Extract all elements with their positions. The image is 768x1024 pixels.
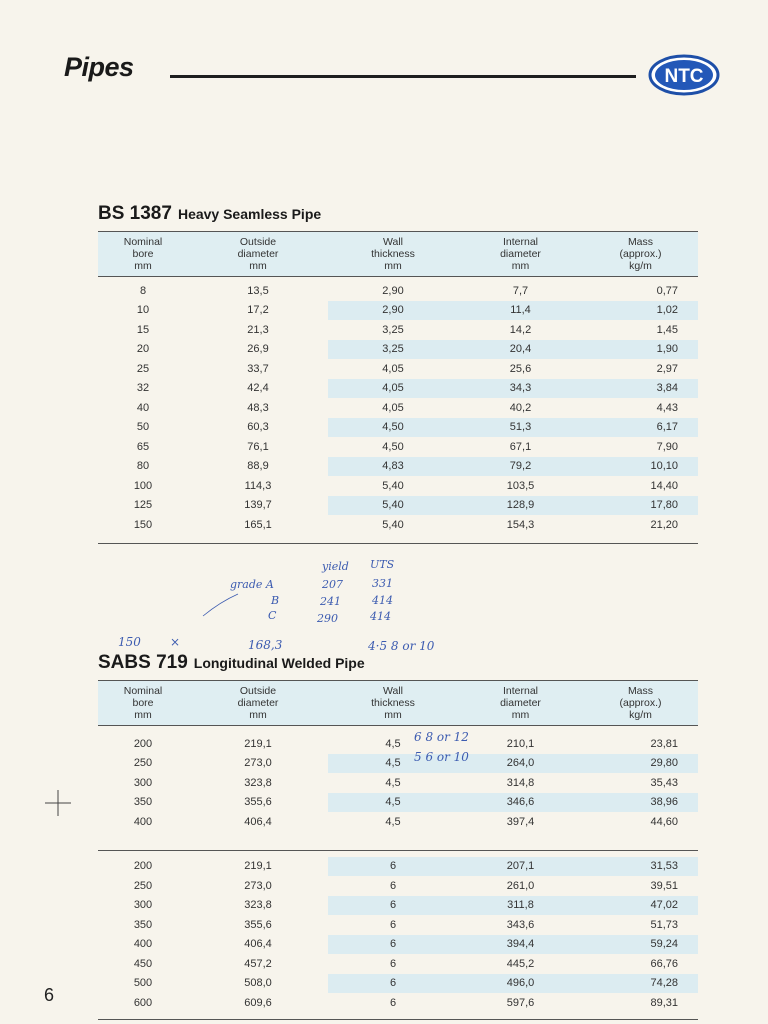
note-c: C: [268, 609, 277, 622]
cell-wall-thickness: 6: [328, 974, 458, 994]
table1-header: [98, 232, 698, 277]
table-row: [98, 320, 698, 340]
cell-outside-diameter: 323,8: [244, 776, 272, 789]
logo-text: NTC: [664, 66, 704, 87]
cell-mass: 47,02: [583, 896, 698, 916]
cell-internal-diameter: 343,6: [506, 918, 535, 931]
cell-wall-thickness: 6: [328, 935, 458, 955]
cell-outside-diameter: 48,3: [247, 401, 269, 414]
col-nominal-bore: Nominal bore mm: [123, 685, 163, 721]
cell-mass: 4,43: [656, 401, 678, 414]
table-row: [98, 876, 698, 896]
cell-outside-diameter: 406,4: [244, 938, 272, 951]
cell-outside-diameter: 13,5: [247, 284, 269, 297]
cell-wall-thickness: 3,25: [382, 323, 404, 336]
table-row: [98, 398, 698, 418]
table-row: [98, 857, 698, 877]
page-title: Pipes: [64, 52, 134, 82]
cell-internal-diameter: 11,4: [458, 301, 583, 321]
cell-wall-thickness: 6: [328, 857, 458, 877]
table-row: [98, 754, 698, 774]
note-a-yield: 207: [322, 578, 343, 591]
cell-wall-thickness: 5,40: [382, 518, 404, 531]
cell-nominal-bore: 350: [133, 796, 153, 809]
cell-wall-thickness: 2,90: [382, 284, 404, 297]
table2-group2: [98, 851, 698, 1019]
cell-mass: 23,81: [650, 737, 678, 750]
cell-nominal-bore: 80: [136, 460, 150, 473]
cell-wall-thickness: 4,05: [382, 401, 404, 414]
cell-nominal-bore: 250: [133, 879, 153, 892]
table-row: [98, 812, 698, 832]
cell-outside-diameter: 355,6: [244, 918, 272, 931]
cell-mass: 1,90: [583, 340, 698, 360]
cell-internal-diameter: 79,2: [458, 457, 583, 477]
cell-internal-diameter: 7,7: [512, 284, 529, 297]
cell-mass: 66,76: [650, 957, 678, 970]
cell-nominal-bore: 50: [136, 421, 150, 434]
table-row: [98, 359, 698, 379]
col-outside-diameter: Outside diameter mm: [237, 236, 279, 272]
cell-nominal-bore: 350: [133, 918, 153, 931]
cell-wall-thickness: 4,5: [385, 815, 401, 828]
table-row: [98, 301, 698, 321]
cell-internal-diameter: 40,2: [509, 401, 532, 414]
table2-title: [98, 652, 365, 674]
note-b-yield: 241: [320, 595, 341, 608]
col-internal-diameter: Internal diameter mm: [500, 236, 541, 272]
col-mass: Mass (approx.) kg/m: [619, 236, 662, 272]
cell-outside-diameter: 457,2: [244, 957, 272, 970]
cell-nominal-bore: 100: [133, 479, 153, 492]
cell-wall-thickness: 6: [389, 879, 397, 892]
cell-nominal-bore: 300: [133, 776, 153, 789]
table2-header: [98, 681, 698, 726]
cell-mass: 14,40: [650, 479, 678, 492]
cell-mass: 0,77: [656, 284, 678, 297]
cell-nominal-bore: 200: [133, 860, 153, 873]
table1-body: [98, 277, 698, 543]
cell-internal-diameter: 445,2: [506, 957, 535, 970]
note-uts: UTS: [370, 558, 395, 571]
note-c-yield: 290: [317, 612, 338, 625]
table2-desc: Longitudinal Welded Pipe: [193, 655, 365, 671]
cell-outside-diameter: 114,3: [244, 479, 272, 492]
table1: [98, 231, 698, 544]
cell-mass: 38,96: [583, 793, 698, 813]
cell-internal-diameter: 394,4: [458, 935, 583, 955]
col-wall-thickness: Wall thickness mm: [371, 236, 415, 272]
note-grade-a: grade A: [230, 578, 274, 591]
cell-outside-diameter: 273,0: [244, 879, 272, 892]
cell-nominal-bore: 25: [136, 362, 150, 375]
cell-mass: 1,02: [583, 301, 698, 321]
note-b-uts: 414: [372, 594, 393, 607]
note-yield: yield: [322, 560, 349, 573]
cell-outside-diameter: 26,9: [247, 343, 269, 356]
cell-nominal-bore: 20: [136, 343, 150, 356]
col-nominal-bore: Nominal bore mm: [123, 236, 163, 272]
col-mass: Mass (approx.) kg/m: [619, 685, 662, 721]
cell-mass: 3,84: [583, 379, 698, 399]
note-arrow-line: [200, 592, 240, 618]
table-row: [98, 457, 698, 477]
table-row: [98, 418, 698, 438]
cell-nominal-bore: 400: [133, 938, 153, 951]
cell-wall-thickness: 4,05: [382, 362, 404, 375]
note-200-wall: 6 8 or 12: [414, 730, 469, 744]
cell-nominal-bore: 65: [136, 440, 150, 453]
cell-nominal-bore: 10: [136, 304, 150, 317]
table1-title: [98, 203, 321, 225]
cell-wall-thickness: 4,50: [382, 440, 404, 453]
cell-outside-diameter: 406,4: [244, 815, 272, 828]
note-wall: 4·5 8 or 10: [368, 639, 435, 653]
cell-outside-diameter: 17,2: [247, 304, 269, 317]
cell-nominal-bore: 200: [133, 737, 153, 750]
cell-internal-diameter: 51,3: [458, 418, 583, 438]
cell-mass: 59,24: [583, 935, 698, 955]
cell-internal-diameter: 597,6: [506, 996, 535, 1009]
table-row: [98, 515, 698, 535]
cell-internal-diameter: 314,8: [506, 776, 535, 789]
cell-internal-diameter: 346,6: [458, 793, 583, 813]
cell-outside-diameter: 139,7: [244, 499, 272, 512]
note-b: B: [271, 594, 280, 607]
cell-mass: 51,73: [650, 918, 678, 931]
cell-mass: 1,45: [656, 323, 678, 336]
cell-outside-diameter: 42,4: [247, 382, 269, 395]
cell-internal-diameter: 207,1: [458, 857, 583, 877]
cell-mass: 35,43: [650, 776, 678, 789]
note-250-wall: 5 6 or 10: [414, 750, 469, 764]
cell-wall-thickness: 5,40: [382, 479, 404, 492]
cell-outside-diameter: 219,1: [244, 860, 272, 873]
cell-wall-thickness: 4,5: [385, 776, 401, 789]
cell-nominal-bore: 300: [133, 899, 153, 912]
cell-internal-diameter: 154,3: [506, 518, 535, 531]
page-number: 6: [44, 985, 55, 1005]
cell-wall-thickness: 6: [389, 918, 397, 931]
cell-wall-thickness: 4,5: [328, 793, 458, 813]
ntc-logo: [648, 54, 720, 96]
cell-nominal-bore: 250: [133, 757, 153, 770]
cell-outside-diameter: 88,9: [247, 460, 269, 473]
cell-outside-diameter: 219,1: [244, 737, 272, 750]
cell-mass: 6,17: [583, 418, 698, 438]
col-wall-thickness: Wall thickness mm: [371, 685, 415, 721]
cell-wall-thickness: 4,5: [385, 737, 401, 750]
cell-outside-diameter: 609,6: [244, 996, 272, 1009]
table1-desc: Heavy Seamless Pipe: [177, 206, 322, 222]
cell-nominal-bore: 15: [136, 323, 150, 336]
cell-mass: 29,80: [583, 754, 698, 774]
table-row: [98, 793, 698, 813]
cell-nominal-bore: 40: [136, 401, 150, 414]
cell-mass: 7,90: [656, 440, 678, 453]
cell-wall-thickness: 6: [389, 957, 397, 970]
cell-internal-diameter: 14,2: [509, 323, 532, 336]
table2-group1: [98, 726, 698, 836]
table-row: [98, 437, 698, 457]
cell-internal-diameter: 261,0: [506, 879, 535, 892]
cell-wall-thickness: 4,50: [328, 418, 458, 438]
cell-internal-diameter: 264,0: [458, 754, 583, 774]
cell-nominal-bore: 450: [133, 957, 153, 970]
cell-wall-thickness: 3,25: [328, 340, 458, 360]
table1-code: BS 1387: [98, 203, 172, 224]
cell-outside-diameter: 76,1: [247, 440, 269, 453]
table-row: [98, 954, 698, 974]
cell-internal-diameter: 496,0: [458, 974, 583, 994]
cell-mass: 89,31: [650, 996, 678, 1009]
cell-internal-diameter: 210,1: [506, 737, 535, 750]
table-row: [98, 476, 698, 496]
cell-wall-thickness: 4,5: [328, 754, 458, 774]
cell-outside-diameter: 33,7: [247, 362, 269, 375]
cell-mass: 31,53: [583, 857, 698, 877]
table-row: [98, 734, 698, 754]
cell-mass: 10,10: [583, 457, 698, 477]
cell-nominal-bore: 32: [136, 382, 150, 395]
cell-mass: 17,80: [583, 496, 698, 516]
cell-internal-diameter: 103,5: [506, 479, 535, 492]
cell-outside-diameter: 165,1: [244, 518, 272, 531]
col-outside-diameter: Outside diameter mm: [237, 685, 279, 721]
col-internal-diameter: Internal diameter mm: [500, 685, 541, 721]
table-row: [98, 773, 698, 793]
cell-internal-diameter: 67,1: [509, 440, 532, 453]
note-150: 150: [118, 635, 141, 649]
cell-mass: 44,60: [650, 815, 678, 828]
cell-outside-diameter: 21,3: [247, 323, 269, 336]
cell-mass: 74,28: [583, 974, 698, 994]
cell-outside-diameter: 273,0: [244, 757, 272, 770]
table-row: [98, 935, 698, 955]
cell-internal-diameter: 20,4: [458, 340, 583, 360]
cell-nominal-bore: 125: [133, 499, 153, 512]
cell-internal-diameter: 25,6: [509, 362, 532, 375]
cell-nominal-bore: 150: [133, 518, 153, 531]
note-c-uts: 414: [370, 610, 391, 623]
table-row: [98, 974, 698, 994]
cell-wall-thickness: 6: [389, 996, 397, 1009]
cell-internal-diameter: 311,8: [458, 896, 583, 916]
table-row: [98, 915, 698, 935]
cell-internal-diameter: 128,9: [458, 496, 583, 516]
crosshair-mark: [45, 790, 71, 816]
cell-wall-thickness: 4,83: [328, 457, 458, 477]
cell-mass: 21,20: [650, 518, 678, 531]
cell-wall-thickness: 6: [328, 896, 458, 916]
cell-nominal-bore: 600: [133, 996, 153, 1009]
table-row: [98, 340, 698, 360]
cell-nominal-bore: 400: [133, 815, 153, 828]
cell-wall-thickness: 4,05: [328, 379, 458, 399]
note-x: ×: [170, 635, 181, 649]
table-row: [98, 993, 698, 1013]
table-row: [98, 896, 698, 916]
cell-wall-thickness: 5,40: [328, 496, 458, 516]
cell-mass: 2,97: [656, 362, 678, 375]
cell-outside-diameter: 508,0: [244, 977, 272, 990]
cell-nominal-bore: 8: [139, 284, 147, 297]
cell-nominal-bore: 500: [133, 977, 153, 990]
table2-code: SABS 719: [98, 652, 188, 673]
group-divider: [98, 836, 698, 851]
table-row: [98, 379, 698, 399]
cell-outside-diameter: 323,8: [244, 899, 272, 912]
note-a-uts: 331: [372, 577, 393, 590]
table-row: [98, 281, 698, 301]
cell-outside-diameter: 355,6: [244, 796, 272, 809]
table2: [98, 680, 698, 1020]
header-rule: [170, 75, 636, 78]
note-od: 168,3: [248, 638, 283, 652]
cell-outside-diameter: 60,3: [247, 421, 269, 434]
cell-wall-thickness: 2,90: [328, 301, 458, 321]
cell-internal-diameter: 34,3: [458, 379, 583, 399]
table-row: [98, 496, 698, 516]
cell-internal-diameter: 397,4: [506, 815, 535, 828]
cell-mass: 39,51: [650, 879, 678, 892]
